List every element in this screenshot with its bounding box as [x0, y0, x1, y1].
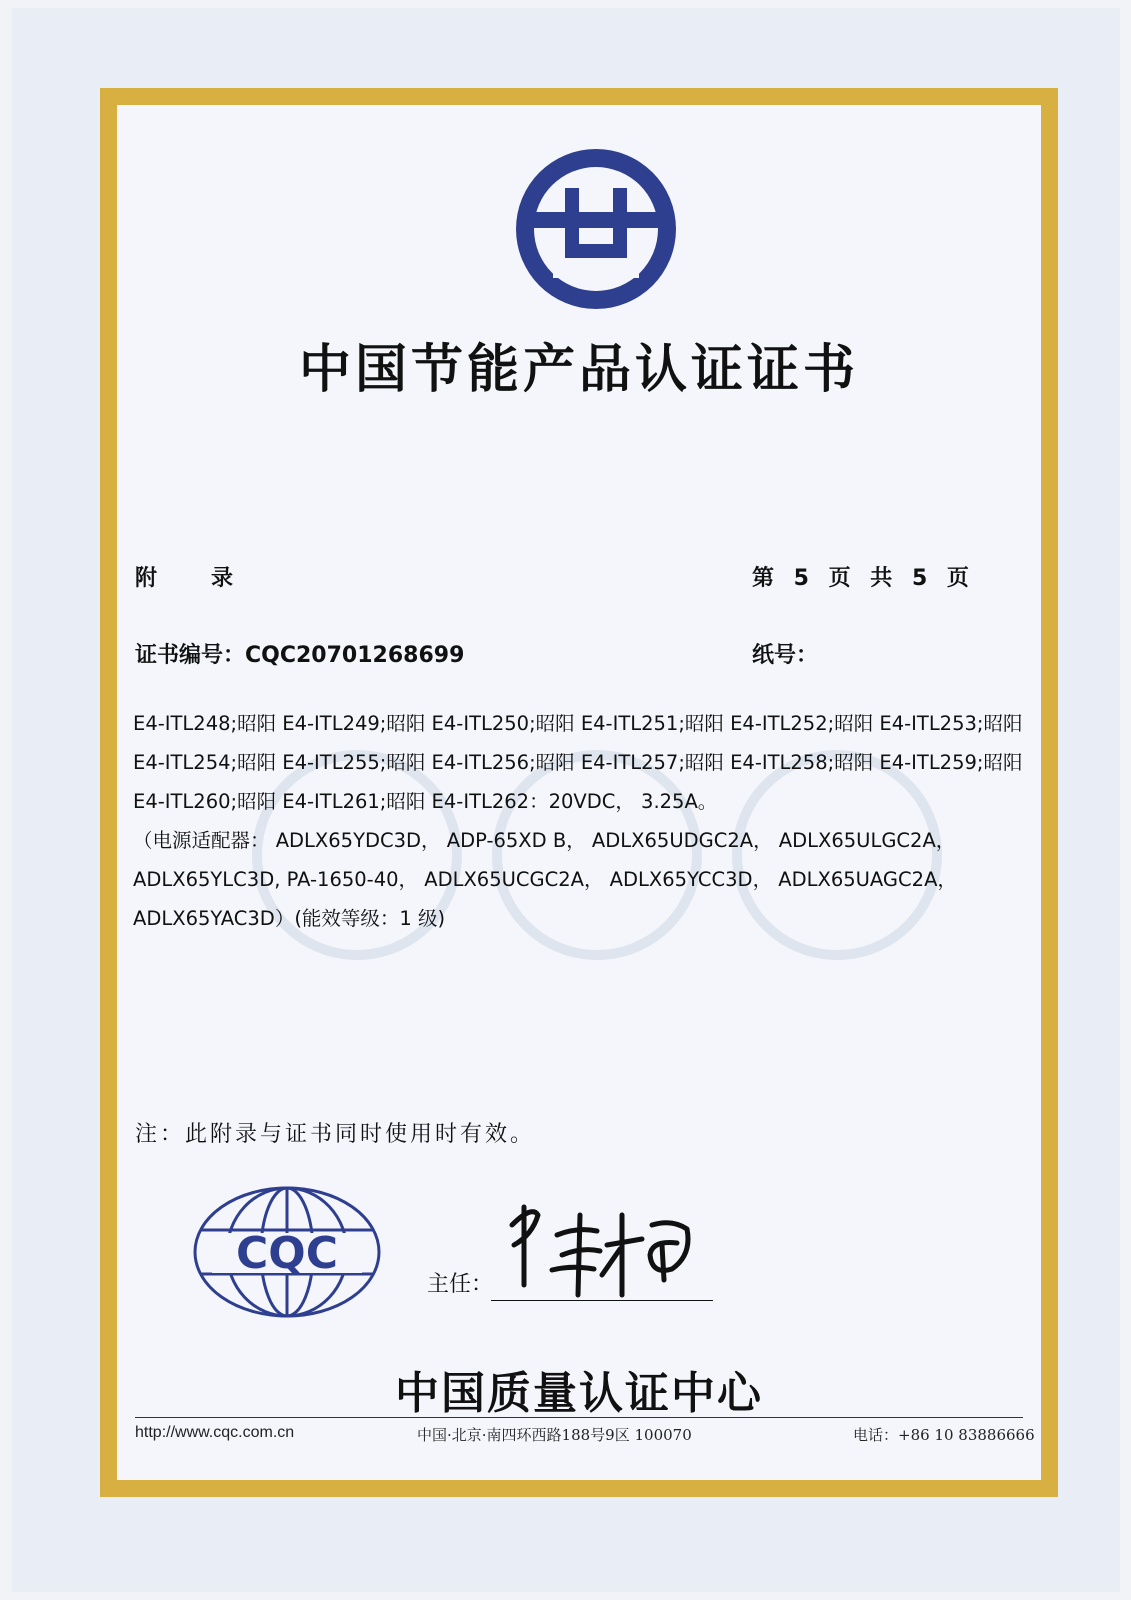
energy-saving-emblem-icon	[515, 148, 677, 310]
body-line: E4-ITL248;昭阳 E4-ITL249;昭阳 E4-ITL250;昭阳 E4-ITL251;昭阳 E4-ITL252;昭阳 E4-ITL253;昭阳	[133, 712, 1023, 735]
body-line: E4-ITL260;昭阳 E4-ITL261;昭阳 E4-ITL262：20VDC， 3.25A。	[133, 790, 718, 813]
appendix-body	[133, 704, 1023, 938]
issuer-name: 中国质量认证中心	[395, 1368, 763, 1419]
director-label: 主任：	[427, 1272, 494, 1297]
paper-number-label: 纸号：	[752, 643, 819, 668]
page-indicator: 第 5 页 共 5 页	[752, 566, 975, 591]
appendix-label	[135, 561, 235, 592]
footer-address: 中国·北京·南四环西路188号9区 100070	[417, 1426, 692, 1444]
appendix-label-part2: 录	[211, 566, 236, 591]
director-signature-icon	[502, 1185, 712, 1303]
cqc-logo-icon	[192, 1185, 382, 1320]
certificate-border	[100, 88, 1058, 1497]
certificate-title: 中国节能产品认证证书	[298, 340, 859, 400]
body-line: ADLX65YLC3D, PA-1650-40， ADLX65UCGC2A， ADLX65YCC3D， ADLX65UAGC2A，	[133, 868, 957, 891]
footer-phone: 电话：+86 10 83886666	[853, 1426, 1035, 1444]
validity-note: 注：此附录与证书同时使用时有效。	[135, 1122, 536, 1147]
cqc-logo-text: CQC	[236, 1228, 338, 1279]
footer-url[interactable]: http://www.cqc.com.cn	[135, 1424, 295, 1441]
certificate-page	[12, 8, 1120, 1592]
signature-line	[491, 1300, 713, 1301]
body-line: E4-ITL254;昭阳 E4-ITL255;昭阳 E4-ITL256;昭阳 E4-ITL257;昭阳 E4-ITL258;昭阳 E4-ITL259;昭阳	[133, 751, 1023, 774]
footer-divider	[135, 1417, 1023, 1418]
body-line: ADLX65YAC3D）(能效等级：1 级)	[133, 907, 446, 930]
certificate-number: 证书编号：CQC20701268699	[135, 643, 465, 668]
body-line: （电源适配器： ADLX65YDC3D， ADP-65XD B， ADLX65UDGC2A， ADLX65ULGC2A，	[133, 829, 956, 852]
appendix-label-part1: 附	[135, 566, 160, 591]
